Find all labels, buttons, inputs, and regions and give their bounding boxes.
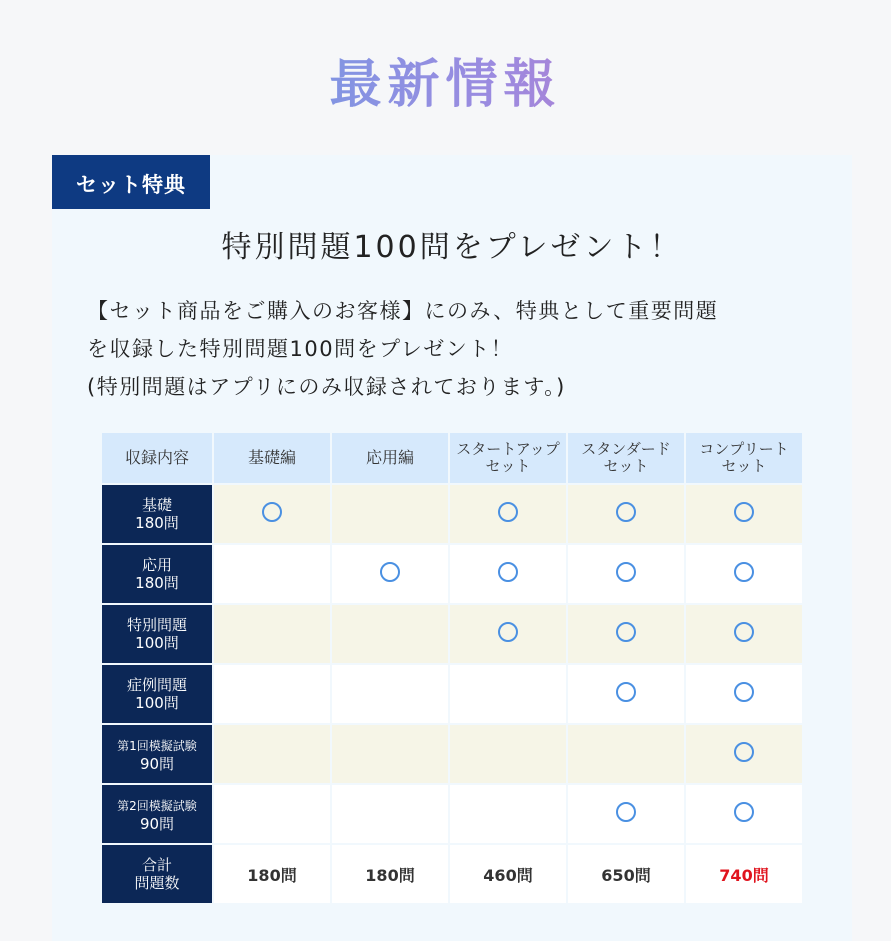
contents-table xyxy=(100,431,804,905)
table-cell xyxy=(450,545,566,603)
included-circle-icon xyxy=(616,562,636,582)
included-circle-icon xyxy=(734,502,754,522)
table-cell xyxy=(332,605,448,663)
row-count: 90問 xyxy=(139,814,175,833)
table-cell xyxy=(568,485,684,543)
table-cell xyxy=(568,605,684,663)
included-circle-icon xyxy=(616,502,636,522)
total-row xyxy=(102,845,802,903)
table-cell xyxy=(332,485,448,543)
row-name: 基礎 xyxy=(141,496,172,514)
table-cell xyxy=(450,605,566,663)
table-cell xyxy=(568,665,684,723)
table-cell xyxy=(686,665,802,723)
included-circle-icon xyxy=(498,502,518,522)
table-cell xyxy=(686,605,802,663)
row-header xyxy=(102,665,212,723)
total-kiso: 180問 xyxy=(214,845,330,903)
table-cell xyxy=(686,725,802,783)
table-cell xyxy=(450,665,566,723)
header-complete-set: コンプリート セット xyxy=(686,433,802,483)
total-label: 合計 問題数 xyxy=(102,845,212,903)
included-circle-icon xyxy=(734,562,754,582)
table-cell xyxy=(686,485,802,543)
total-startup: 460問 xyxy=(450,845,566,903)
row-count: 100問 xyxy=(135,634,179,652)
table-cell xyxy=(686,785,802,843)
row-header xyxy=(102,605,212,663)
table-cell xyxy=(214,605,330,663)
included-circle-icon xyxy=(616,682,636,702)
table-header-row xyxy=(102,433,802,483)
table-cell xyxy=(214,485,330,543)
table-cell xyxy=(568,545,684,603)
row-name: 応用 xyxy=(141,556,172,574)
table-cell xyxy=(214,785,330,843)
total-ouyou: 180問 xyxy=(332,845,448,903)
row-name: 第1回模擬試験 xyxy=(117,738,197,753)
table-cell xyxy=(214,665,330,723)
header-kiso: 基礎編 xyxy=(214,433,330,483)
description-line-1: 【セット商品をご購入のお客様】にのみ、特典として重要問題 xyxy=(87,299,719,323)
included-circle-icon xyxy=(616,622,636,642)
row-name: 症例問題 xyxy=(126,676,187,694)
header-ouyou: 応用編 xyxy=(332,433,448,483)
table-row xyxy=(102,545,802,603)
table-cell xyxy=(568,785,684,843)
total-standard: 650問 xyxy=(568,845,684,903)
table-row xyxy=(102,605,802,663)
row-count: 180問 xyxy=(135,574,179,592)
included-circle-icon xyxy=(498,622,518,642)
table-body xyxy=(102,485,802,843)
description-line-3: (特別問題はアプリにのみ収録されております。) xyxy=(87,375,566,399)
table-cell xyxy=(214,725,330,783)
included-circle-icon xyxy=(734,802,754,822)
header-corner: 収録内容 xyxy=(102,433,212,483)
table-cell xyxy=(450,785,566,843)
table-cell xyxy=(332,665,448,723)
row-name: 第2回模擬試験 xyxy=(117,798,197,813)
row-count: 90問 xyxy=(139,754,175,773)
table-row xyxy=(102,725,802,783)
table-cell xyxy=(686,545,802,603)
included-circle-icon xyxy=(380,562,400,582)
included-circle-icon xyxy=(734,622,754,642)
included-circle-icon xyxy=(734,682,754,702)
row-header xyxy=(102,725,212,783)
table-cell xyxy=(214,545,330,603)
included-circle-icon xyxy=(616,802,636,822)
row-header xyxy=(102,545,212,603)
included-circle-icon xyxy=(734,742,754,762)
set-bonus-tag: セット特典 xyxy=(52,155,210,209)
page-title: 最新情報 xyxy=(0,42,891,117)
table-cell xyxy=(332,725,448,783)
description-line-2: を収録した特別問題100問をプレゼント！ xyxy=(87,337,514,361)
row-count: 100問 xyxy=(135,694,179,712)
header-startup-set: スタートアップ セット xyxy=(450,433,566,483)
table-row xyxy=(102,485,802,543)
header-standard-set: スタンダード セット xyxy=(568,433,684,483)
row-header xyxy=(102,785,212,843)
table-row xyxy=(102,665,802,723)
table-cell xyxy=(568,725,684,783)
row-count: 180問 xyxy=(135,514,179,532)
included-circle-icon xyxy=(498,562,518,582)
table-cell xyxy=(332,785,448,843)
table-cell xyxy=(450,725,566,783)
row-header xyxy=(102,485,212,543)
bonus-description xyxy=(87,292,817,406)
included-circle-icon xyxy=(262,502,282,522)
table-cell xyxy=(450,485,566,543)
bonus-headline: 特別問題100問をプレゼント！ xyxy=(221,230,683,265)
row-name: 特別問題 xyxy=(126,616,187,634)
total-complete: 740問 xyxy=(686,845,802,903)
table-cell xyxy=(332,545,448,603)
table-row xyxy=(102,785,802,843)
